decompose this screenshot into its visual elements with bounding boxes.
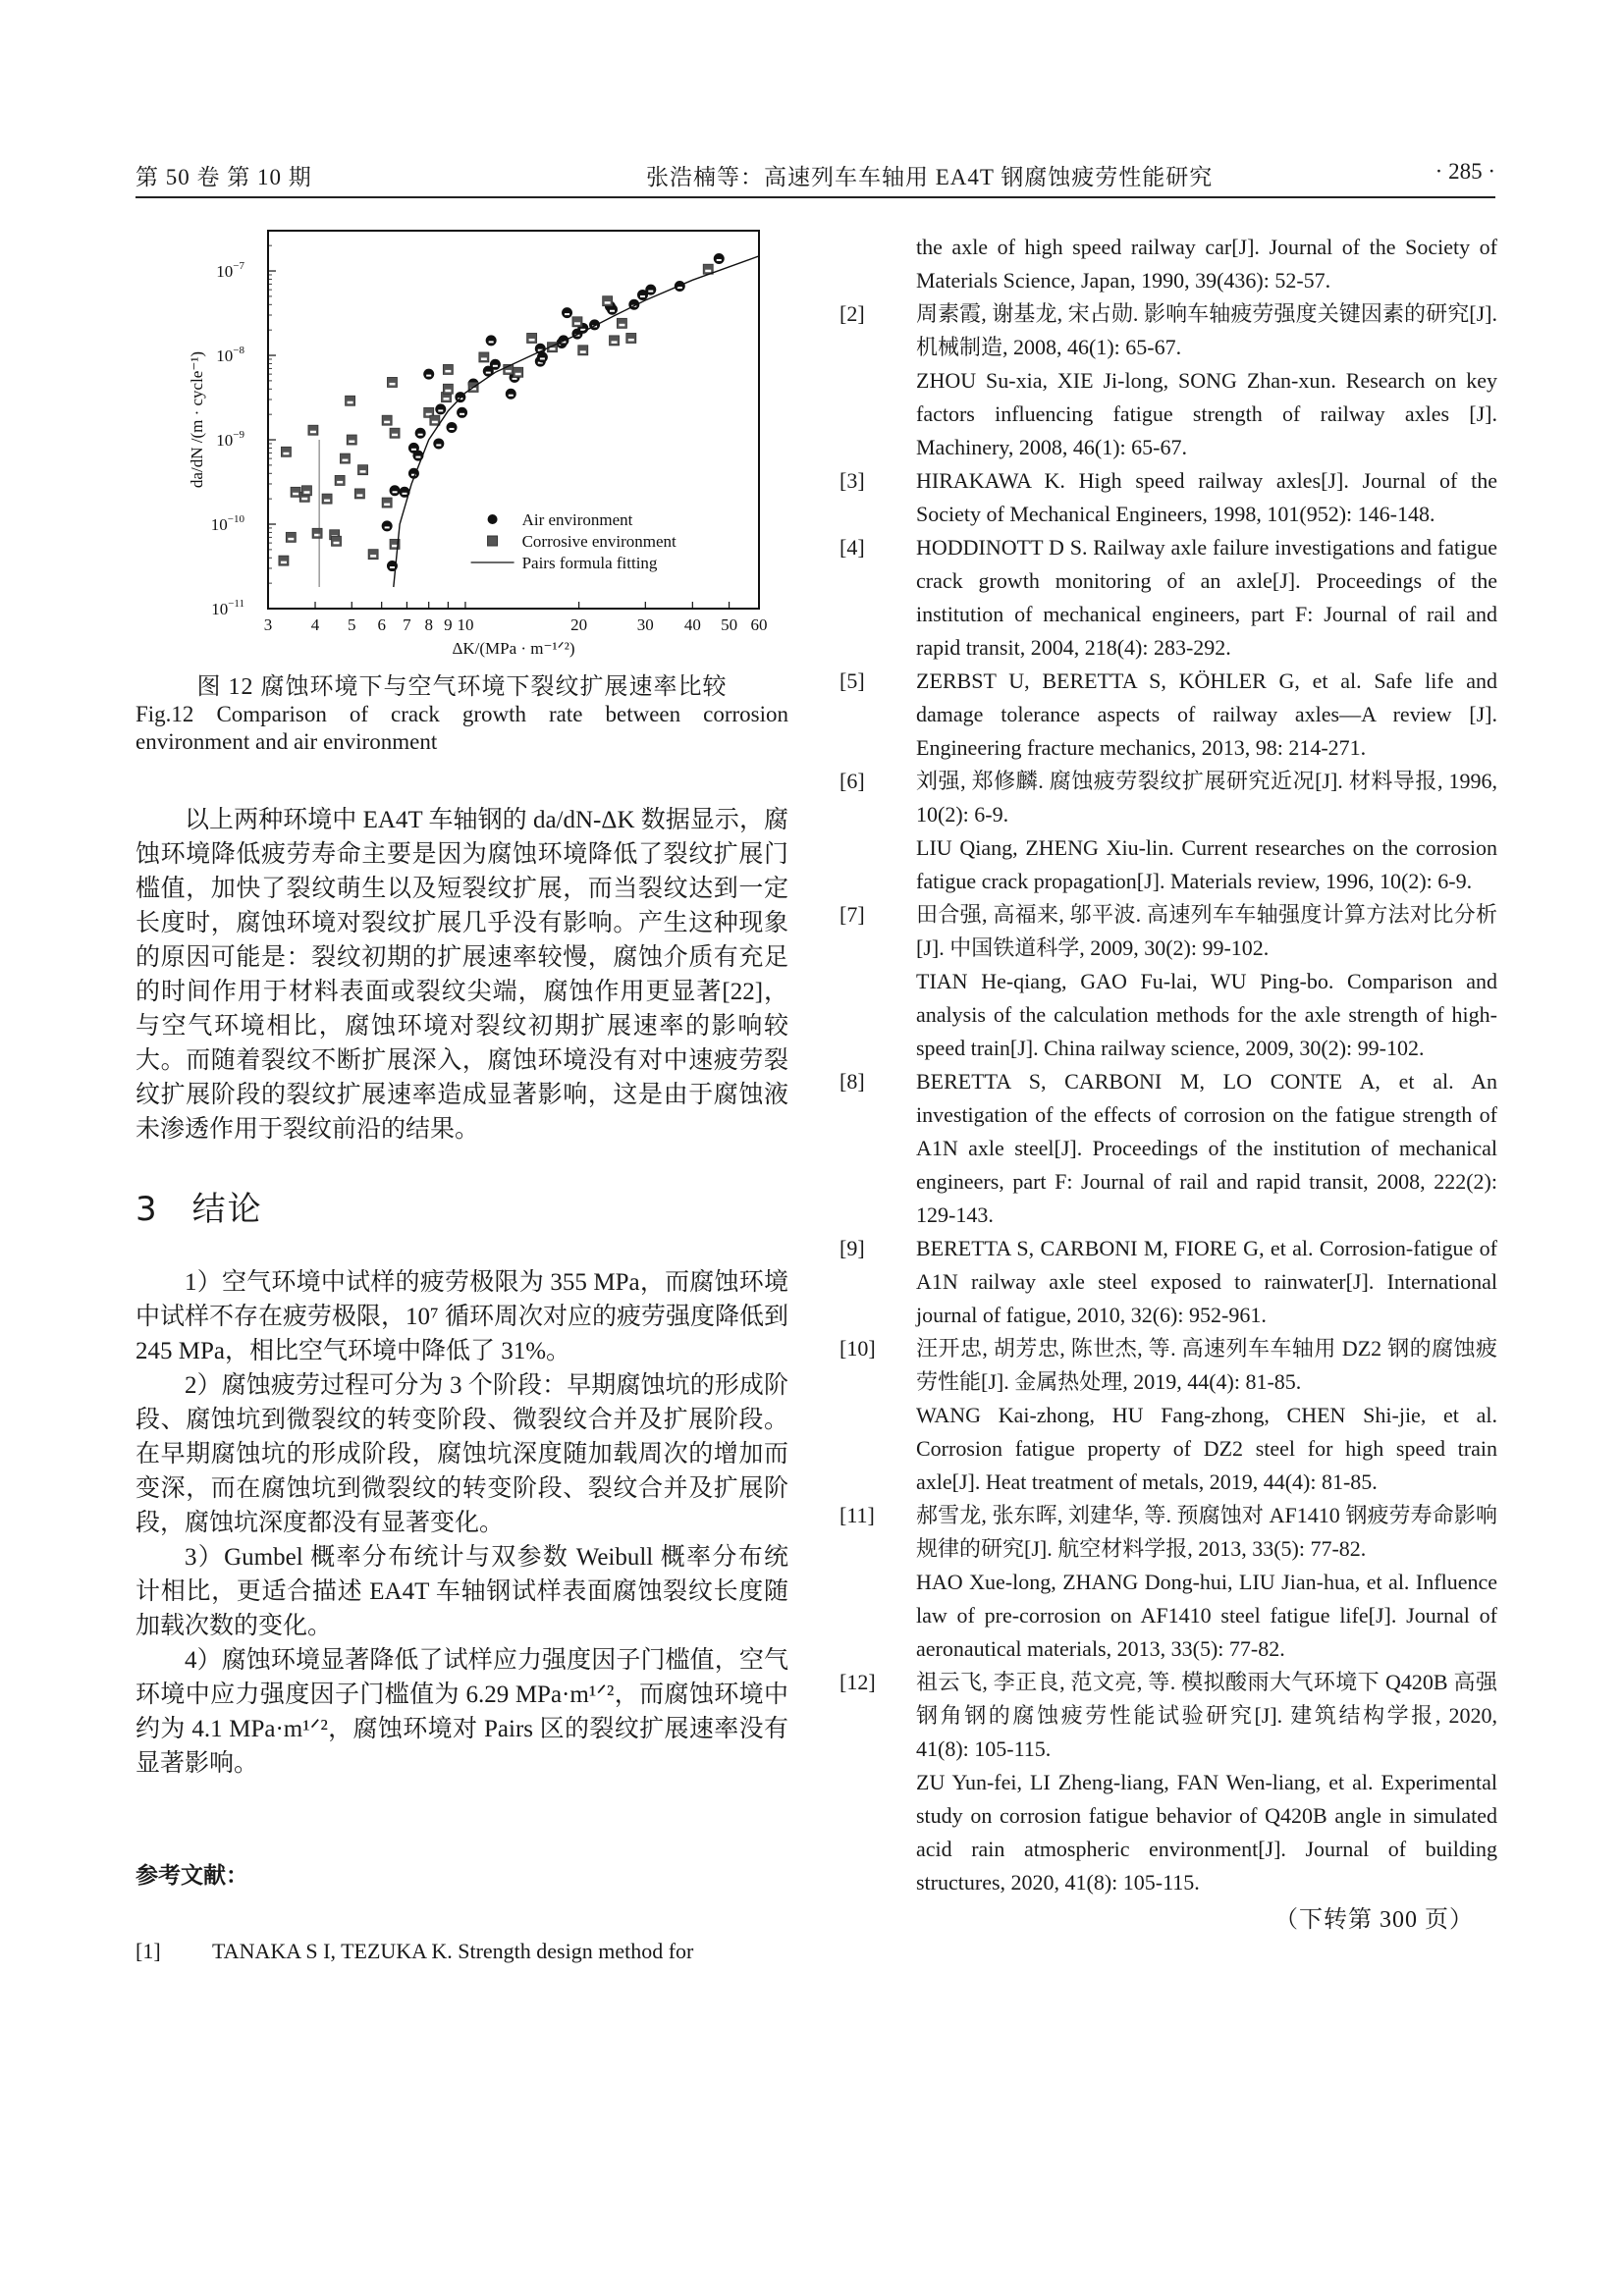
- corrosive-data-point: [382, 498, 392, 507]
- corrosive-data-point: [603, 296, 613, 306]
- reference-number: [12]: [839, 1670, 876, 1694]
- reference-1-continued: [839, 231, 1497, 297]
- marker-highlight: [324, 500, 330, 503]
- marker-highlight: [574, 322, 580, 325]
- marker-highlight: [493, 365, 498, 367]
- figure-12: [135, 221, 788, 663]
- marker-highlight: [481, 357, 487, 360]
- legend-corrosive-label: Corrosive environment: [521, 532, 677, 552]
- marker-highlight: [426, 375, 431, 377]
- marker-highlight: [486, 372, 491, 374]
- y-axis-label: da/dN /(m · cycle⁻¹): [188, 350, 206, 489]
- x-tick-label: 20: [570, 615, 588, 634]
- marker-highlight: [628, 339, 634, 342]
- marker-highlight: [281, 561, 287, 564]
- reference-number: [3]: [839, 468, 865, 493]
- marker-highlight: [648, 291, 653, 293]
- marker-highlight: [403, 493, 407, 495]
- marker-highlight: [288, 538, 294, 541]
- marker-highlight: [389, 383, 395, 386]
- legend-corrosive-icon: [488, 536, 498, 546]
- corrosive-data-point: [610, 336, 620, 346]
- reference-text: ZHOU Su-xia, XIE Ji-long, SONG Zhan-xun. Research on key factors influencing fatigue strength of railway axles [J]. Machinery, 2008, 46(1): 65-67.: [916, 368, 1497, 459]
- marker-highlight: [619, 324, 624, 327]
- reference-text: LIU Qiang, ZHENG Xiu-lin. Current researches on the corrosion fatigue crack propagation[J]. Materials review, 1996, 10(2): 6-9.: [916, 835, 1497, 893]
- air-data-point: [415, 428, 425, 438]
- plot-frame: [268, 231, 759, 609]
- corrosive-data-point: [390, 428, 400, 438]
- x-tick-label: 5: [348, 615, 356, 634]
- corrosive-data-point: [279, 556, 289, 565]
- marker-highlight: [509, 395, 514, 397]
- air-data-point: [436, 404, 446, 414]
- reference-number: [7]: [839, 902, 865, 927]
- air-data-point: [390, 486, 400, 496]
- marker-highlight: [356, 494, 362, 497]
- marker-highlight: [640, 295, 645, 297]
- reference-8: [839, 1065, 1497, 1232]
- marker-highlight: [550, 347, 556, 350]
- marker-highlight: [393, 491, 398, 493]
- marker-highlight: [506, 370, 512, 373]
- left-column: [135, 221, 788, 1968]
- corrosive-data-point: [281, 447, 291, 456]
- corrosive-data-point: [340, 454, 350, 463]
- marker-highlight: [384, 421, 390, 424]
- corrosive-data-point: [443, 364, 453, 374]
- references-heading: 参考文献：: [135, 1863, 248, 1889]
- x-tick-label: 4: [310, 615, 320, 634]
- legend-fit-label: Pairs formula fitting: [521, 554, 658, 573]
- reference-11: [839, 1499, 1497, 1666]
- continuation-note: （下转第 300 页）: [1274, 1907, 1474, 1933]
- reference-text: the axle of high speed railway car[J]. Journal of the Society of Materials Science, Japan, 1990, 39(436): 52-57.: [916, 235, 1497, 293]
- reference-text: BERETTA S, CARBONI M, LO CONTE A, et al. An investigation of the effects of corrosion on the fatigue strength of A1N axle steel[J]. Proceedings of the institution of mechanical engineers, part F: Journal of rail and rapid transit, 2008, 222(2): 129-143.: [916, 1069, 1497, 1227]
- x-tick-label: 50: [721, 615, 738, 634]
- reference-number: [11]: [839, 1503, 875, 1527]
- corrosive-data-point: [312, 528, 322, 538]
- corrosive-data-point: [443, 384, 453, 394]
- marker-highlight: [612, 341, 618, 344]
- x-tick-label: 40: [683, 615, 701, 634]
- marker-highlight: [384, 504, 390, 507]
- figure-caption-cn: 图 12 腐蚀环境下与空气环境下裂纹扩展速率比较: [196, 674, 728, 700]
- conclusion-3: 3）Gumbel 概率分布统计与双参数 Weibull 概率分布统计相比，更适合描述 EA4T 车轴钢试样表面腐蚀裂纹长度随加载次数的变化。: [135, 1544, 788, 1639]
- marker-highlight: [460, 413, 464, 415]
- corrosive-data-point: [430, 415, 440, 425]
- section-title: 结论: [191, 1190, 263, 1229]
- air-data-point: [537, 352, 547, 362]
- reference-2: [839, 297, 1497, 464]
- page-header: [135, 157, 1495, 198]
- marker-highlight: [334, 542, 340, 545]
- corrosive-data-point: [514, 367, 523, 377]
- reference-text: 田合强, 高福来, 邬平波. 高速列车车轴强度计算方法对比分析[J]. 中国铁道科学, 2009, 30(2): 99-102.: [916, 902, 1497, 960]
- marker-highlight: [310, 431, 316, 434]
- x-tick-label: 8: [424, 615, 433, 634]
- marker-highlight: [303, 491, 309, 494]
- air-data-point: [382, 521, 392, 531]
- corrosive-data-point: [347, 435, 356, 445]
- corrosive-data-point: [286, 532, 296, 542]
- corrosive-data-point: [368, 550, 378, 560]
- air-data-point: [424, 369, 434, 379]
- marker-highlight: [445, 370, 451, 373]
- air-data-point: [646, 285, 656, 294]
- x-tick-label: 60: [750, 615, 768, 634]
- y-tick-label: $10^{-10}$: [210, 513, 244, 535]
- corrosive-data-point: [322, 494, 332, 504]
- reference-text: 郝雪龙, 张东晖, 刘建华, 等. 预腐蚀对 AF1410 钢疲劳寿命影响规律的研究[J]. 航空材料学报, 2013, 33(5): 77-82.: [916, 1503, 1497, 1561]
- marker-highlight: [301, 498, 307, 501]
- figure-caption-en: Fig.12 Comparison of crack growth rate between corrosion environment and air environment: [135, 702, 788, 754]
- corrosive-data-point: [358, 465, 368, 475]
- discussion-paragraph: 以上两种环境中 EA4T 车轴钢的 da/dN-ΔK 数据显示，腐蚀环境降低疲劳寿命主要是因为腐蚀环境降低了裂纹扩展门槛值，加快了裂纹萌生以及短裂纹扩展，而当裂纹达到一定长度时，腐蚀环境对裂纹扩展几乎没有影响。产生这种现象的原因可能是：裂纹初期的扩展速率较慢，腐蚀介质有充足的时间作用于材料表面或裂纹尖端，腐蚀作用更显著[22]，与空气环境相比，腐蚀环境对裂纹初期扩展速率的影响较大。而随着裂纹不断扩展深入，腐蚀环境没有对中速疲劳裂纹扩展阶段的裂纹扩展速率造成显著影响，这是由于腐蚀液未渗透作用于裂纹前沿的结果。: [135, 807, 788, 1143]
- marker-highlight: [443, 398, 449, 400]
- marker-highlight: [283, 453, 289, 455]
- reference-text: 刘强, 郑修麟. 腐蚀疲劳裂纹扩展研究近况[J]. 材料导报, 1996, 10(2): 6-9.: [916, 769, 1497, 827]
- marker-highlight: [450, 428, 455, 430]
- x-axis-label: ΔK/(MPa · m⁻¹ᐟ²): [452, 639, 575, 658]
- reference-number: [1]: [135, 1939, 161, 1963]
- section-heading: [135, 1182, 788, 1230]
- reference-number: [9]: [839, 1236, 865, 1260]
- reference-text: ZERBST U, BERETTA S, KÖHLER G, et al. Safe life and damage tolerance aspects of railway axles—A review [J]. Engineering fracture mechanics, 2013, 98: 214-271.: [916, 668, 1497, 760]
- marker-highlight: [705, 270, 711, 273]
- marker-highlight: [515, 373, 521, 376]
- reference-text: BERETTA S, CARBONI M, FIORE G, et al. Corrosion-fatigue of A1N railway axle steel exposed to rainwater[J]. International journal of fatigue, 2010, 32(6): 952-961.: [916, 1236, 1497, 1327]
- air-data-point: [486, 336, 496, 346]
- corrosive-data-point: [332, 536, 342, 546]
- air-data-point: [490, 359, 500, 369]
- marker-highlight: [438, 409, 443, 411]
- corrosive-data-point: [308, 425, 318, 435]
- corrosive-data-point: [346, 396, 355, 405]
- corrosive-data-point: [382, 415, 392, 425]
- corrosive-data-point: [335, 475, 345, 485]
- x-tick-label: 9: [444, 615, 453, 634]
- air-data-point: [714, 253, 724, 263]
- reference-number: [8]: [839, 1069, 865, 1094]
- legend-air-icon: [488, 514, 498, 524]
- air-data-point: [506, 389, 515, 399]
- reference-1: [135, 1935, 788, 1968]
- y-tick-label: $10^{-8}$: [216, 345, 244, 366]
- marker-highlight: [610, 310, 615, 312]
- corrosive-data-point: [354, 489, 364, 499]
- corrosive-data-point: [626, 333, 636, 343]
- right-column: [839, 231, 1497, 1934]
- marker-highlight: [337, 481, 343, 484]
- conclusion-2: 2）腐蚀疲劳过程可分为 3 个阶段：早期腐蚀坑的形成阶段、腐蚀坑到微裂纹的转变阶段、微裂纹合并及扩展阶段。在早期腐蚀坑的形成阶段，腐蚀坑深度随加载周次的增加而变深，而在腐蚀坑到微裂纹的转变阶段、裂纹合并及扩展阶段，腐蚀坑深度都没有显著变化。: [135, 1372, 788, 1536]
- reference-7: [839, 898, 1497, 1065]
- reference-text: HODDINOTT D S. Railway axle failure investigations and fatigue crack growth monitoring of an axle[J]. Proceedings of the institution of mechanical engineers, part F: Journal of rail and rapid transit, 2004, 218(4): 283-292.: [916, 535, 1497, 660]
- marker-highlight: [529, 339, 535, 342]
- corrosive-data-point: [387, 377, 397, 387]
- marker-highlight: [370, 555, 376, 558]
- marker-highlight: [605, 301, 611, 304]
- reference-4: [839, 531, 1497, 665]
- reference-number: [6]: [839, 769, 865, 793]
- marker-highlight: [540, 357, 545, 359]
- marker-highlight: [580, 350, 586, 353]
- reference-12: [839, 1666, 1497, 1899]
- reference-text: HAO Xue-long, ZHANG Dong-hui, LIU Jian-hua, et al. Influence law of pre-corrosion on AF1410 steel fatigue life[J]. Journal of aeronautical materials, 2013, 33(5): 77-82.: [916, 1570, 1497, 1661]
- reference-number: [10]: [839, 1336, 876, 1361]
- corrosive-data-point: [572, 317, 582, 327]
- reference-9: [839, 1232, 1497, 1332]
- corrosive-data-point: [479, 352, 489, 362]
- marker-highlight: [411, 449, 416, 451]
- air-data-point: [447, 422, 457, 432]
- marker-highlight: [717, 259, 722, 261]
- air-data-point: [434, 439, 444, 449]
- marker-highlight: [342, 459, 348, 462]
- marker-highlight: [349, 441, 354, 444]
- crack-growth-chart: [175, 221, 784, 663]
- x-tick-label: 3: [263, 615, 273, 634]
- marker-highlight: [565, 313, 569, 315]
- marker-highlight: [436, 444, 441, 446]
- marker-highlight: [489, 341, 494, 343]
- x-tick-label: 7: [403, 615, 411, 634]
- reference-text: ZU Yun-fei, LI Zheng-liang, FAN Wen-liang, et al. Experimental study on corrosion fatigue behavior of Q420B angle in simulated acid rain atmospheric environment[J]. Journal of building structures, 2020, 41(8): 105-115.: [916, 1770, 1497, 1895]
- x-tick-label: 6: [377, 615, 386, 634]
- marker-highlight: [415, 456, 420, 458]
- marker-highlight: [360, 470, 366, 473]
- reference-text: 祖云飞, 李正良, 范文亮, 等. 模拟酸雨大气环境下 Q420B 高强钢角钢的腐蚀疲劳性能试验研究[J]. 建筑结构学报, 2020, 41(8): 105-115.: [916, 1670, 1497, 1761]
- corrosive-data-point: [617, 318, 626, 328]
- marker-highlight: [418, 434, 423, 436]
- section-number: 3: [135, 1190, 159, 1229]
- corrosive-data-point: [291, 487, 300, 497]
- reference-number: [2]: [839, 301, 865, 326]
- page-number: · 285 ·: [1435, 159, 1495, 184]
- conclusion-1: 1）空气环境中试样的疲劳极限为 355 MPa，而腐蚀环境中试样不存在疲劳极限，10⁷ 循环周次对应的疲劳强度降低到 245 MPa，相比空气环境中降低了 31%。: [135, 1269, 788, 1364]
- air-data-point: [563, 308, 572, 318]
- reference-number: [5]: [839, 668, 865, 693]
- y-tick-label: $10^{-7}$: [216, 260, 244, 282]
- marker-highlight: [432, 421, 438, 424]
- corrosive-data-point: [527, 333, 537, 343]
- corrosive-data-point: [578, 346, 588, 355]
- reference-text: HIRAKAWA K. High speed railway axles[J]. Journal of the Society of Mechanical Engineers, 1998, 101(952): 146-148.: [916, 468, 1497, 526]
- reference-text: TIAN He-qiang, GAO Fu-lai, WU Ping-bo. Comparison and analysis of the calculation methods for the axle strength of high-speed train[J]. China railway science, 2009, 30(2): 99-102.: [916, 969, 1497, 1060]
- marker-highlight: [392, 434, 398, 437]
- air-data-point: [458, 407, 467, 417]
- marker-highlight: [348, 401, 353, 404]
- marker-highlight: [385, 526, 390, 528]
- reference-number: [4]: [839, 535, 865, 560]
- reference-text: 汪开忠, 胡芳忠, 陈世杰, 等. 高速列车车轴用 DZ2 钢的腐蚀疲劳性能[J]. 金属热处理, 2019, 44(4): 81-85.: [916, 1336, 1497, 1394]
- corrosive-data-point: [301, 486, 311, 496]
- conclusion-4: 4）腐蚀环境显著降低了试样应力强度因子门槛值，空气环境中应力强度因子门槛值为 6.29 MPa·m¹ᐟ²，而腐蚀环境中约为 4.1 MPa·m¹ᐟ²，腐蚀环境对 Pairs 区的裂纹扩展速率没有显著影响。: [135, 1647, 788, 1777]
- marker-highlight: [293, 493, 298, 496]
- x-tick-label: 30: [636, 615, 654, 634]
- reference-text: 周素霞, 谢基龙, 宋占勋. 影响车轴疲劳强度关键因素的研究[J]. 机械制造, 2008, 46(1): 65-67.: [916, 301, 1497, 359]
- reference-6: [839, 765, 1497, 898]
- volume-issue: 第 50 卷 第 10 期: [135, 165, 312, 189]
- y-tick-label: $10^{-9}$: [216, 429, 244, 451]
- marker-highlight: [445, 390, 451, 393]
- reference-10: [839, 1332, 1497, 1499]
- reference-text: TANAKA S I, TEZUKA K. Strength design method for: [212, 1939, 694, 1963]
- legend-air-label: Air environment: [521, 510, 633, 530]
- reference-5: [839, 665, 1497, 765]
- reference-text: WANG Kai-zhong, HU Fang-zhong, CHEN Shi-jie, et al. Corrosion fatigue property of DZ2 steel for high speed train axle[J]. Heat treatment of metals, 2019, 44(4): 81-85.: [916, 1403, 1497, 1494]
- reference-list: [839, 297, 1497, 1899]
- reference-3: [839, 464, 1497, 531]
- x-tick-label: 10: [457, 615, 474, 634]
- marker-highlight: [513, 378, 517, 380]
- running-title: 张浩楠等：高速列车车轴用 EA4T 钢腐蚀疲劳性能研究: [646, 165, 1214, 189]
- marker-highlight: [390, 566, 395, 568]
- y-tick-label: $10^{-11}$: [211, 598, 244, 618]
